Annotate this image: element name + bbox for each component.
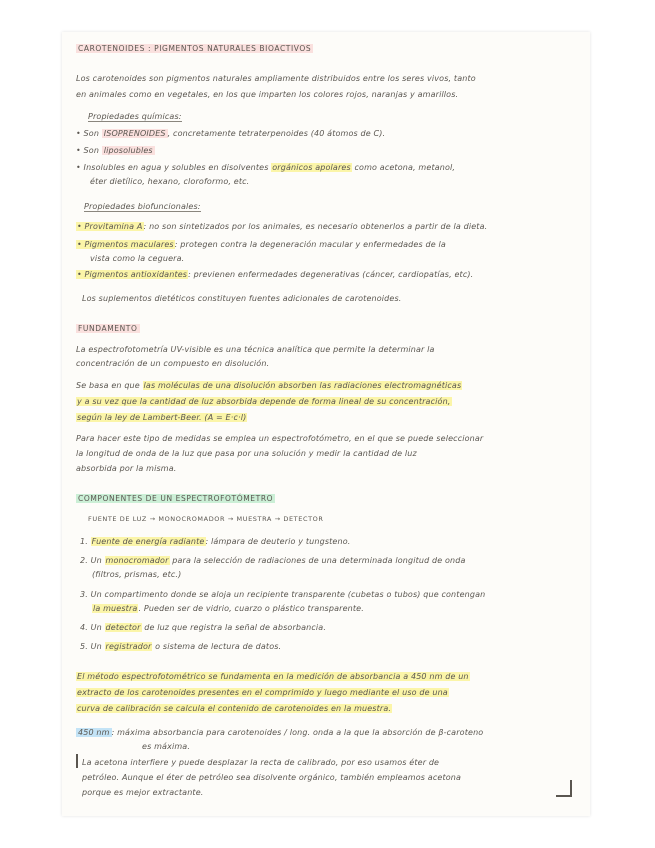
fundamento-p2-line-2-highlight: y a su vez que la cantidad de luz absorbida depende de forma lineal de su concentración,	[77, 397, 451, 406]
quimicas-item-3-line-2: éter dietílico, hexano, cloroformo, etc.	[90, 177, 250, 186]
componentes-item-5-highlight: registrador	[105, 642, 152, 651]
quimicas-item-2	[76, 146, 155, 156]
quimicas-item-2-prefix: • Son	[76, 146, 102, 155]
quimicas-heading-text: Propiedades químicas:	[88, 112, 182, 121]
fundamento-p2-highlight: las moléculas de una disolución absorben las radiaciones electromagnéticas	[143, 381, 462, 390]
biofuncionales-item-3-highlight: • Pigmentos antioxidantes	[77, 270, 188, 279]
quimicas-item-1-text: , concretamente tetraterpenoides (40 átomos de C).	[167, 129, 386, 138]
nota-450-highlight: 450 nm	[78, 728, 110, 737]
acetona-line-1: La acetona interfiere y puede desplazar la recta de calibrado, por eso usamos éter de	[82, 758, 440, 767]
componentes-item-5-text: o sistema de lectura de datos.	[152, 642, 282, 651]
suplementos-text: Los suplementos dietéticos constituyen fuentes adicionales de carotenoides.	[82, 294, 402, 303]
quimicas-item-2-highlight: liposolubles	[103, 146, 153, 155]
componentes-heading-text: COMPONENTES DE UN ESPECTROFOTÓMETRO	[78, 494, 274, 503]
fundamento-p1-line-2: concentración de un compuesto en disolución.	[76, 359, 270, 368]
quimicas-heading	[88, 112, 182, 122]
metodo-line-1	[76, 672, 470, 682]
fundamento-p3-line-1: Para hacer este tipo de medidas se emplea un espectrofotómetro, en el que se puede seleccionar	[76, 434, 484, 443]
fundamento-p3-line-3: absorbida por la misma.	[76, 464, 177, 473]
metodo-line-1-highlight: El método espectrofotométrico se fundamenta en la medición de absorbancia a 450 nm de un	[77, 672, 469, 681]
quimicas-item-3-highlight: orgánicos apolares	[272, 163, 351, 172]
biofuncionales-item-2-line-2: vista como la ceguera.	[90, 254, 185, 263]
componentes-item-1	[80, 537, 350, 547]
end-mark-horizontal	[556, 795, 572, 797]
metodo-line-3-highlight: curva de calibración se calcula el contenido de carotenoides en la muestra.	[77, 704, 392, 713]
quimicas-item-1	[76, 129, 385, 139]
componentes-item-2-number: 2. Un	[80, 556, 105, 565]
componentes-item-4-number: 4. Un	[80, 623, 105, 632]
nota-450-line-1	[76, 728, 483, 738]
componentes-item-2-line-2: (filtros, prismas, etc.)	[92, 570, 182, 579]
biofuncionales-item-3-text: : previenen enfermedades degenerativas (cáncer, cardiopatías, etc).	[188, 270, 474, 279]
fundamento-heading-text: FUNDAMENTO	[78, 324, 138, 333]
fundamento-p2-line-3	[76, 413, 247, 423]
componentes-item-3-highlight: la muestra	[93, 604, 138, 613]
componentes-item-2-highlight: monocromador	[105, 556, 169, 565]
bracket-mark	[76, 754, 78, 768]
quimicas-item-1-prefix: • Son	[76, 129, 102, 138]
componentes-heading	[76, 494, 275, 504]
componentes-item-1-highlight: Fuente de energía radiante	[91, 537, 205, 546]
componentes-item-3-line-2	[92, 604, 364, 614]
biofuncionales-item-3	[76, 270, 473, 280]
metodo-line-2-highlight: extracto de los carotenoides presentes en el comprimido y luego mediante el uso de una	[77, 688, 448, 697]
fundamento-p1-line-1: La espectrofotometría UV-visible es una técnica analítica que permite la determinar la	[76, 345, 435, 354]
biofuncionales-item-2-text: : protegen contra la degeneración macular y enfermedades de la	[174, 240, 446, 249]
acetona-line-3: porque es mejor extractante.	[82, 788, 204, 797]
nota-450-text: : máxima absorbancia para carotenoides / long. onda a la que la absorción de β-caroteno	[111, 728, 484, 737]
intro-line-2: en animales como en vegetales, en los que imparten los colores rojos, naranjas y amarillos.	[76, 90, 459, 99]
page-title-text: CAROTENOIDES : PIGMENTOS NATURALES BIOACTIVOS	[78, 44, 312, 53]
componentes-item-4	[80, 623, 326, 633]
componentes-item-3-text: . Pueden ser de vidrio, cuarzo o plástico transparente.	[138, 604, 364, 613]
quimicas-item-1-highlight: ISOPRENOIDES	[103, 129, 166, 138]
metodo-line-3	[76, 704, 392, 714]
metodo-line-2	[76, 688, 449, 698]
componentes-item-5	[80, 642, 281, 652]
quimicas-item-3	[76, 163, 455, 173]
componentes-flow: FUENTE DE LUZ → MONOCROMADOR → MUESTRA → DETECTOR	[88, 515, 324, 523]
intro-line-1: Los carotenoides son pigmentos naturales ampliamente distribuidos entre los seres vivos, tanto	[76, 74, 476, 83]
biofuncionales-item-2-highlight: • Pigmentos maculares	[77, 240, 174, 249]
fundamento-p2-prefix: Se basa en que	[76, 381, 143, 390]
page-title	[76, 44, 313, 54]
biofuncionales-item-2	[76, 240, 446, 250]
nota-450-line-2: es máxima.	[142, 742, 191, 751]
fundamento-p2-line-1	[76, 381, 462, 391]
fundamento-p2-line-3-highlight: según la ley de Lambert-Beer. (A = E·c·l)	[77, 413, 247, 422]
componentes-item-2-text: para la selección de radiaciones de una determinada longitud de onda	[169, 556, 466, 565]
quimicas-item-3-text: como acetona, metanol,	[351, 163, 456, 172]
componentes-item-2	[80, 556, 466, 566]
componentes-item-1-text: : lámpara de deuterio y tungsteno.	[205, 537, 351, 546]
componentes-item-4-text: de luz que registra la señal de absorbancia.	[141, 623, 327, 632]
end-mark-vertical	[570, 780, 572, 796]
componentes-item-1-number: 1.	[80, 537, 91, 546]
quimicas-item-3-prefix: • Insolubles en agua y solubles en disolventes	[76, 163, 272, 172]
fundamento-p3-line-2: la longitud de onda de la luz que pasa por una solución y medir la cantidad de luz	[76, 449, 417, 458]
notebook-page	[62, 32, 590, 816]
fundamento-heading	[76, 324, 140, 334]
acetona-line-2: petróleo. Aunque el éter de petróleo sea disolvente orgánico, también empleamos acetona	[82, 773, 462, 782]
componentes-item-4-highlight: detector	[105, 623, 141, 632]
biofuncionales-heading	[84, 202, 201, 212]
componentes-item-3: 3. Un compartimento donde se aloja un recipiente transparente (cubetas o tubos) que contengan	[80, 590, 486, 599]
biofuncionales-item-1-highlight: • Provitamina A	[77, 222, 143, 231]
componentes-item-5-number: 5. Un	[80, 642, 105, 651]
biofuncionales-item-1-text: : no son sintetizados por los animales, es necesario obtenerlos a partir de la dieta.	[143, 222, 488, 231]
fundamento-p2-line-2	[76, 397, 452, 407]
biofuncionales-heading-text: Propiedades biofuncionales:	[84, 202, 201, 211]
biofuncionales-item-1	[76, 222, 487, 232]
